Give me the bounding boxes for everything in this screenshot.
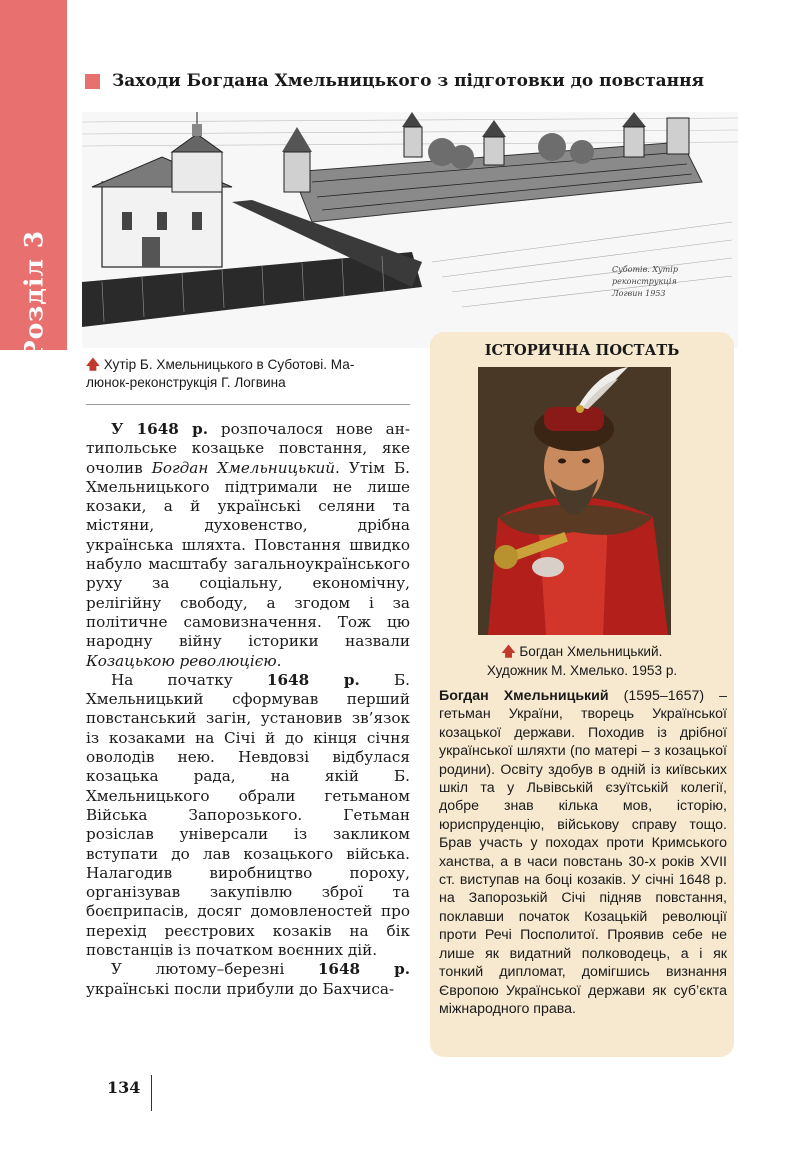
- illustration-caption-line1: Хутір Б. Хмельницького в Суботові. Ма-: [103, 357, 355, 372]
- p2-bold1: 1648 р.: [266, 670, 360, 689]
- paragraph-2: [86, 671, 410, 960]
- main-text: [86, 420, 410, 999]
- paragraph-1: [86, 420, 410, 671]
- p2-part2: Б. Хмельницький сформував перший повстанський загін, установив зв’язок із козаками на Січі й до кінця січня оволодів нею. Невдовзі відбулася козацька рада, на якій Б. Хмельницького обрали гетьманом Війська Запорозького. Гетьман розіслав універсали із закликом вступати до лав козацького війська. Налагодив виробництво пороху, організував закупівлю зброї та боєприпасів, досяг домовленостей про перехід реєстрових козаків на бік повстанців із початком воєнних дій.: [86, 670, 410, 960]
- biography-text: [439, 687, 727, 1018]
- p3-part2: українські посли прибули до Бахчиса-: [86, 979, 395, 998]
- section-heading: [85, 68, 745, 94]
- section-tab: [0, 0, 67, 360]
- p3-bold1: 1648 р.: [317, 960, 411, 979]
- p1-lead-bold: У 1648 р.: [111, 420, 209, 438]
- page-number-rule: [151, 1075, 152, 1111]
- subotiv-illustration: [82, 112, 738, 348]
- paragraph-3: [86, 960, 410, 999]
- heading-text: Заходи Богдана Хмельницького з підготовки до повстання: [112, 71, 705, 91]
- p1-italic2: Козацькою революцією: [86, 651, 277, 670]
- caption-divider: [86, 404, 410, 405]
- portrait-caption-line1: Богдан Хмельницький.: [519, 644, 663, 659]
- page-number: 134: [107, 1078, 141, 1097]
- illustration-caption-line2: люнок-реконструкція Г. Логвина: [86, 375, 286, 390]
- portrait-caption: [430, 643, 734, 680]
- p1-part2: . Утім Б. Хмельницького підтримали не лише козаки, а й українські селяни та містяни, духовенство, дрібна українська шляхта. Повстання швидко набуло масштабу загальноукраїнського руху за соціальну, економічну, релігійну свободу, а згодом і за політичне самовизначення. Тож цю народну війну історики назвали: [86, 458, 410, 651]
- illustration-caption: [86, 356, 416, 392]
- khmelnytsky-portrait: [478, 367, 671, 635]
- p1-end: .: [276, 651, 282, 670]
- signature-line-3: Логвин 1953: [612, 289, 666, 298]
- signature-line-1: Суботів. Хутір: [612, 265, 678, 274]
- box-title: ІСТОРИЧНА ПОСТАТЬ: [484, 342, 680, 359]
- portrait-caption-line2: Художник М. Хмелько. 1953 р.: [486, 662, 678, 678]
- p2-part1: На початку: [111, 670, 267, 689]
- signature-line-2: реконструкція: [612, 277, 677, 286]
- p3-part1: У лютому–березні: [111, 960, 318, 979]
- historical-figure-box: [430, 332, 734, 1057]
- section-tab-label: Розділ 3: [19, 229, 48, 360]
- p1-part1: розпочалося нове ан-типольське козацьке повстання, яке очолив: [86, 420, 410, 477]
- arrow-up-icon: 🡅: [86, 357, 100, 372]
- bio-name: Богдан Хмельницький: [439, 688, 609, 704]
- p1-italic1: Богдан Хмельницький: [151, 458, 336, 477]
- arrow-up-icon: 🡅: [501, 644, 516, 659]
- square-bullet-icon: [85, 74, 100, 89]
- bio-body: (1595–1657) – гетьман України, творець Української козацької держави. Походив із дрібної української шляхти (по матері – з козацької родини). Освіту здобув в одній із київських шкіл та у Львівській єзуїтській колегії, добре знав кілька мов, історію, юриспруденцію, військову справу тощо. Брав участь у походах проти Кримського ханства, а в часи повстань 30-х років XVII ст. виступав на боці козаків. У січні 1648 р. на Запорозькій Січі підняв повстання, поклавши початок Козацькій революції проти Речі Посполитої. Проявив себе не лише як видатний полководець, а і як тонкий дипломат, домігшись визнання Європою Української держави як суб’єкта міжнародного права.: [439, 688, 727, 1017]
